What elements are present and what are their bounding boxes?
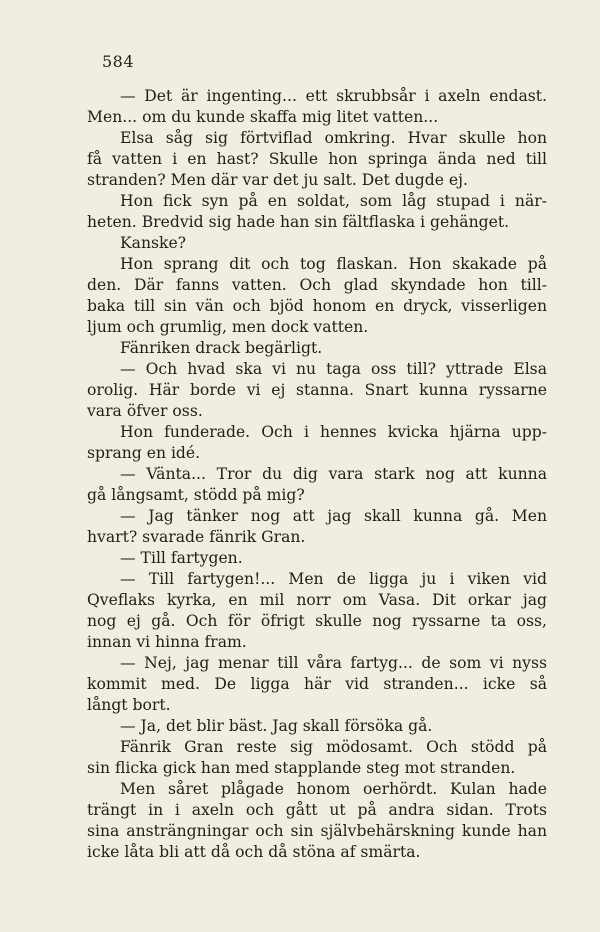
page-number: 584 [102, 52, 135, 71]
text-line: — Nej, jag menar till våra fartyg... de som vi nyss [120, 654, 547, 672]
text-line: hvart? svarade fänrik Gran. [87, 528, 306, 546]
text-line: sin flicka gick han med stapplande steg mot stranden. [87, 759, 516, 777]
text-line: Men såret plågade honom oerhördt. Kulan hade [120, 780, 547, 798]
text-line: Hon fick syn på en soldat, som låg stupad i när- [120, 192, 547, 210]
text-line: få vatten i en hast? Skulle hon springa ända ned till [87, 150, 547, 168]
text-line: långt bort. [87, 696, 171, 714]
text-line: orolig. Här borde vi ej stanna. Snart kunna ryssarne [87, 381, 547, 399]
text-line: heten. Bredvid sig hade han sin fältflaska i gehänget. [87, 213, 510, 231]
text-line: kommit med. De ligga här vid stranden... icke så [87, 675, 547, 693]
text-line: Kanske? [120, 234, 187, 252]
text-line: sina ansträngningar och sin självbehärskning kunde han [87, 822, 547, 840]
text-line: — Till fartygen. [120, 549, 243, 567]
body-text [87, 86, 547, 863]
text-line: — Jag tänker nog att jag skall kunna gå. Men [120, 507, 547, 525]
text-line: vara öfver oss. [87, 402, 203, 420]
text-line: — Det är ingenting... ett skrubbsår i axeln endast. [120, 87, 547, 105]
text-line: icke låta bli att då och då stöna af smärta. [87, 843, 421, 861]
text-line: stranden? Men där var det ju salt. Det dugde ej. [87, 171, 468, 189]
text-line: Elsa såg sig förtviflad omkring. Hvar skulle hon [120, 129, 547, 147]
text-line: ljum och grumlig, men dock vatten. [87, 318, 369, 336]
text-line: gå långsamt, stödd på mig? [87, 486, 305, 504]
text-line: Hon sprang dit och tog flaskan. Hon skakade på [120, 255, 547, 273]
text-line: Fänriken drack begärligt. [120, 339, 323, 357]
text-line: Fänrik Gran reste sig mödosamt. Och stödd på [120, 738, 547, 756]
text-line: Hon funderade. Och i hennes kvicka hjärna upp- [120, 423, 547, 441]
text-line: sprang en idé. [87, 444, 201, 462]
text-line: — Till fartygen!... Men de ligga ju i viken vid [120, 570, 547, 588]
text-line: den. Där fanns vatten. Och glad skyndade hon till- [87, 276, 547, 294]
text-line: — Och hvad ska vi nu taga oss till? yttrade Elsa [120, 360, 547, 378]
text-line: Men... om du kunde skaffa mig litet vatten... [87, 108, 439, 126]
text-line: — Vänta... Tror du dig vara stark nog att kunna [120, 465, 547, 483]
text-line: — Ja, det blir bäst. Jag skall försöka gå. [120, 717, 433, 735]
text-line: nog ej gå. Och för öfrigt skulle nog ryssarne ta oss, [87, 612, 547, 630]
text-line: innan vi hinna fram. [87, 633, 247, 651]
text-line: Qveflaks kyrka, en mil norr om Vasa. Dit orkar jag [87, 591, 547, 609]
text-line: baka till sin vän och bjöd honom en dryck, visserligen [87, 297, 547, 315]
text-line: trängt in i axeln och gått ut på andra sidan. Trots [87, 801, 547, 819]
